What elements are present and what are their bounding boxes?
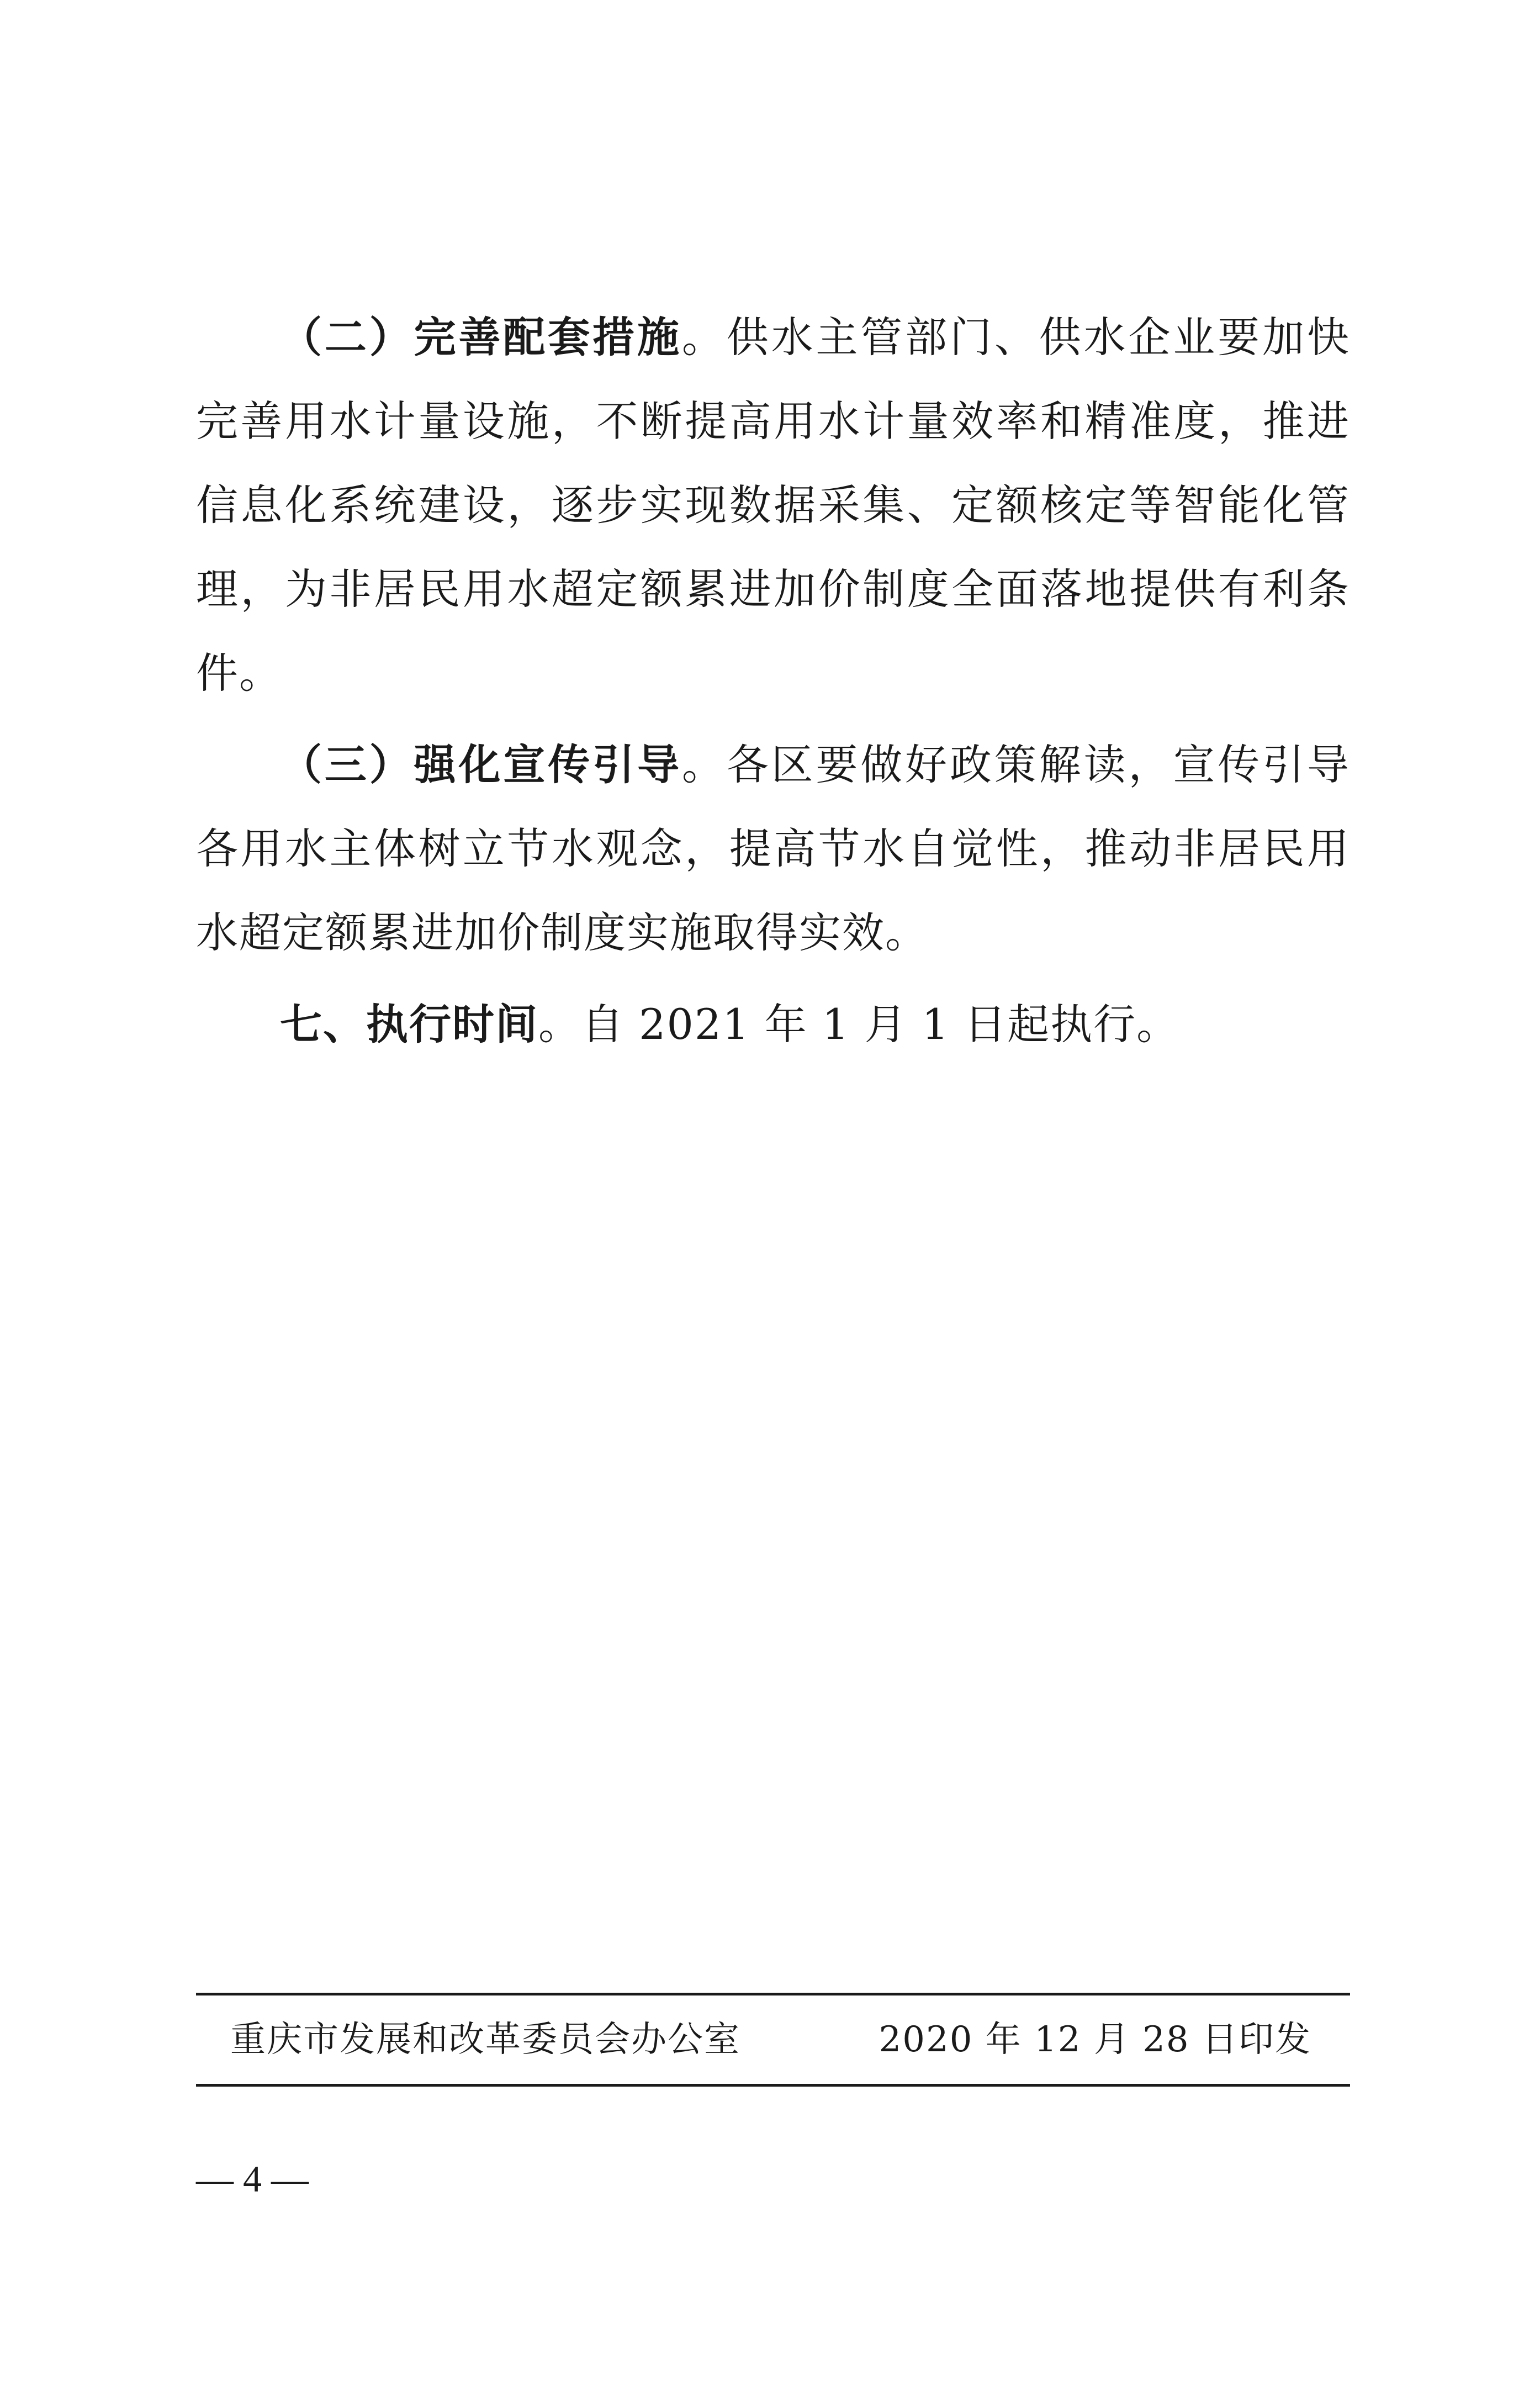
issuing-office: 重庆市发展和改革委员会办公室 [230, 2019, 740, 2060]
paragraph-heading: 七、执行时间 [280, 1000, 538, 1049]
paragraph-supporting-measures [196, 295, 1350, 715]
paragraph-heading: （二）完善配套措施 [280, 313, 682, 362]
document-body [196, 295, 1350, 1067]
paragraph-text: 。供水主管部门、供水企业要加快完善用水计量设施，不断提高用水计量效率和精准度，推进信息化系统建设，逐步实现数据采集、定额核定等智能化管理，为非居民用水超定额累进加价制度全面落地提供有利条件。 [196, 313, 1351, 698]
paragraph-text: 。各区要做好政策解读，宣传引导各用水主体树立节水观念，提高节水自觉性，推动非居民用水超定额累进加价制度实施取得实效。 [196, 740, 1351, 957]
imprint-block [196, 1993, 1350, 2087]
page-number: — 4 — [196, 2158, 309, 2200]
paragraph-publicity [196, 723, 1350, 975]
paragraph-text: 。自 2021 年 1 月 1 日起执行。 [538, 1000, 1180, 1049]
paragraph-effective-date [196, 983, 1350, 1067]
issue-date: 2020 年 12 月 28 日印发 [879, 2019, 1311, 2060]
paragraph-heading: （三）强化宣传引导 [280, 740, 682, 789]
